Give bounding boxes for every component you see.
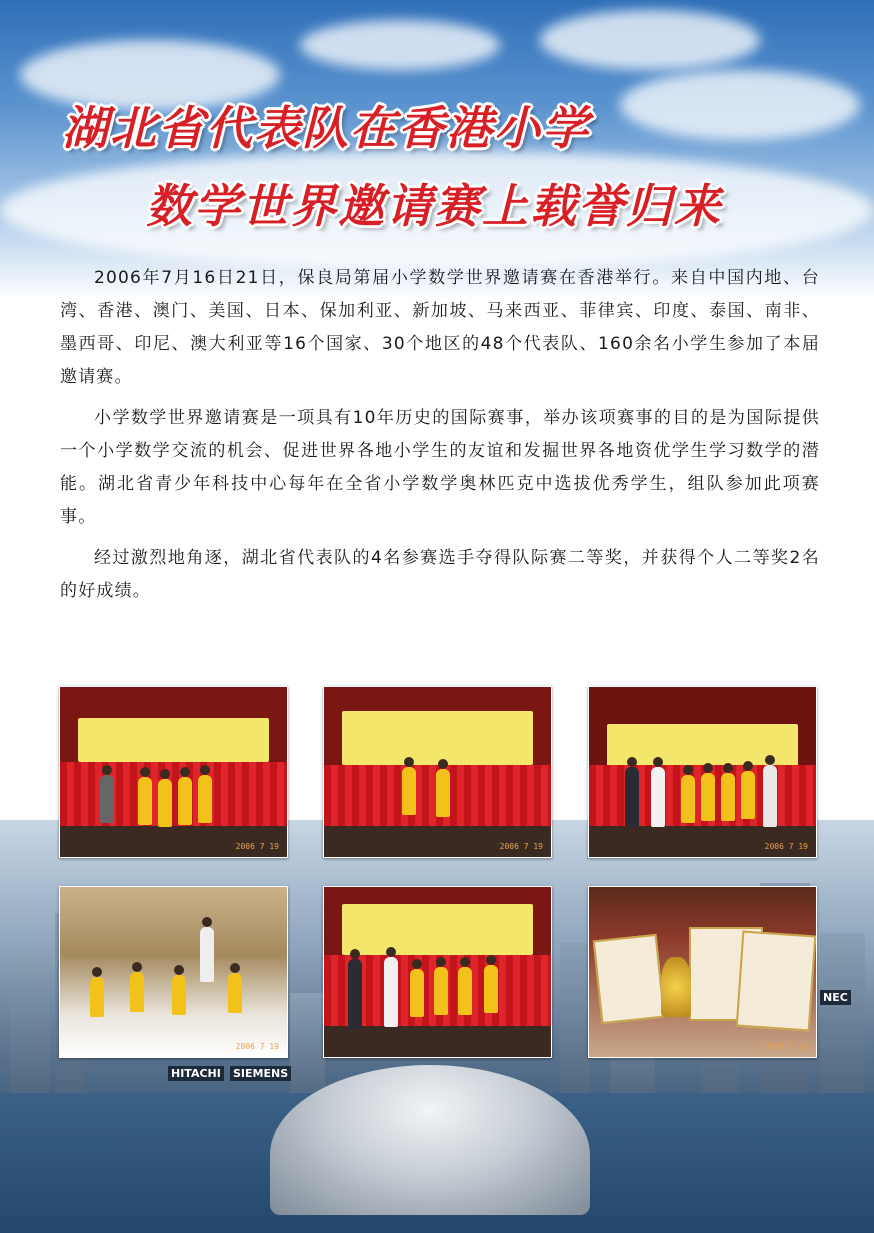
cloud — [620, 70, 860, 140]
certificate — [736, 931, 817, 1032]
article-body — [60, 262, 820, 616]
cloud — [300, 20, 500, 70]
building — [820, 933, 865, 1113]
photo-ceremony-2 — [323, 686, 552, 858]
nec-sign: NEC — [820, 990, 851, 1005]
photo-date-stamp: 2006 7 19 — [764, 842, 808, 851]
paragraph-1: 2006年7月16日21日，保良局第届小学数学世界邀请赛在香港举行。来自中国内地、台湾、香港、澳门、美国、日本、保加利亚、新加坡、马来西亚、菲律宾、印度、泰国、南非、墨西哥、印尼、澳大利亚等16个国家、30个地区的48个代表队、160余名小学生参加了本届邀请赛。 — [60, 268, 820, 387]
cloud — [540, 10, 760, 70]
paragraph-2: 小学数学世界邀请赛是一项具有10年历史的国际赛事，举办该项赛事的目的是为国际提供一个小学数学交流的机会、促进世界各地小学生的友谊和发掘世界各地资优学生学习数学的潜能。湖北省青少年科技中心每年在全省小学数学奥林匹克中选拔优秀学生，组队参加此项赛事。 — [60, 408, 820, 527]
photo-date-stamp: 2006 7 19 — [499, 842, 543, 851]
photo-date-stamp: 2006 7 19 — [764, 1042, 808, 1051]
trophy — [661, 957, 691, 1017]
paragraph-3: 经过激烈地角逐，湖北省代表队的4名参赛选手夺得队际赛二等奖，并获得个人二等奖2名的好成绩。 — [60, 548, 820, 601]
photo-ceremony-4 — [323, 886, 552, 1058]
page-title-line-1: 湖北省代表队在香港小学 — [62, 101, 590, 155]
photo-ceremony-1 — [59, 686, 288, 858]
siemens-sign: SIEMENS — [230, 1066, 291, 1081]
photo-certificates — [588, 886, 817, 1058]
photo-ceremony-3 — [588, 686, 817, 858]
photo-banquet — [59, 886, 288, 1058]
photo-date-stamp: 2006 7 19 — [235, 842, 279, 851]
photo-date-stamp: 2006 7 19 — [235, 1042, 279, 1051]
building — [10, 953, 50, 1113]
hitachi-sign: HITACHI — [168, 1066, 224, 1081]
page-title-line-2: 数学世界邀请赛上载誉归来 — [146, 179, 722, 233]
building — [560, 943, 590, 1113]
certificate — [593, 934, 665, 1024]
